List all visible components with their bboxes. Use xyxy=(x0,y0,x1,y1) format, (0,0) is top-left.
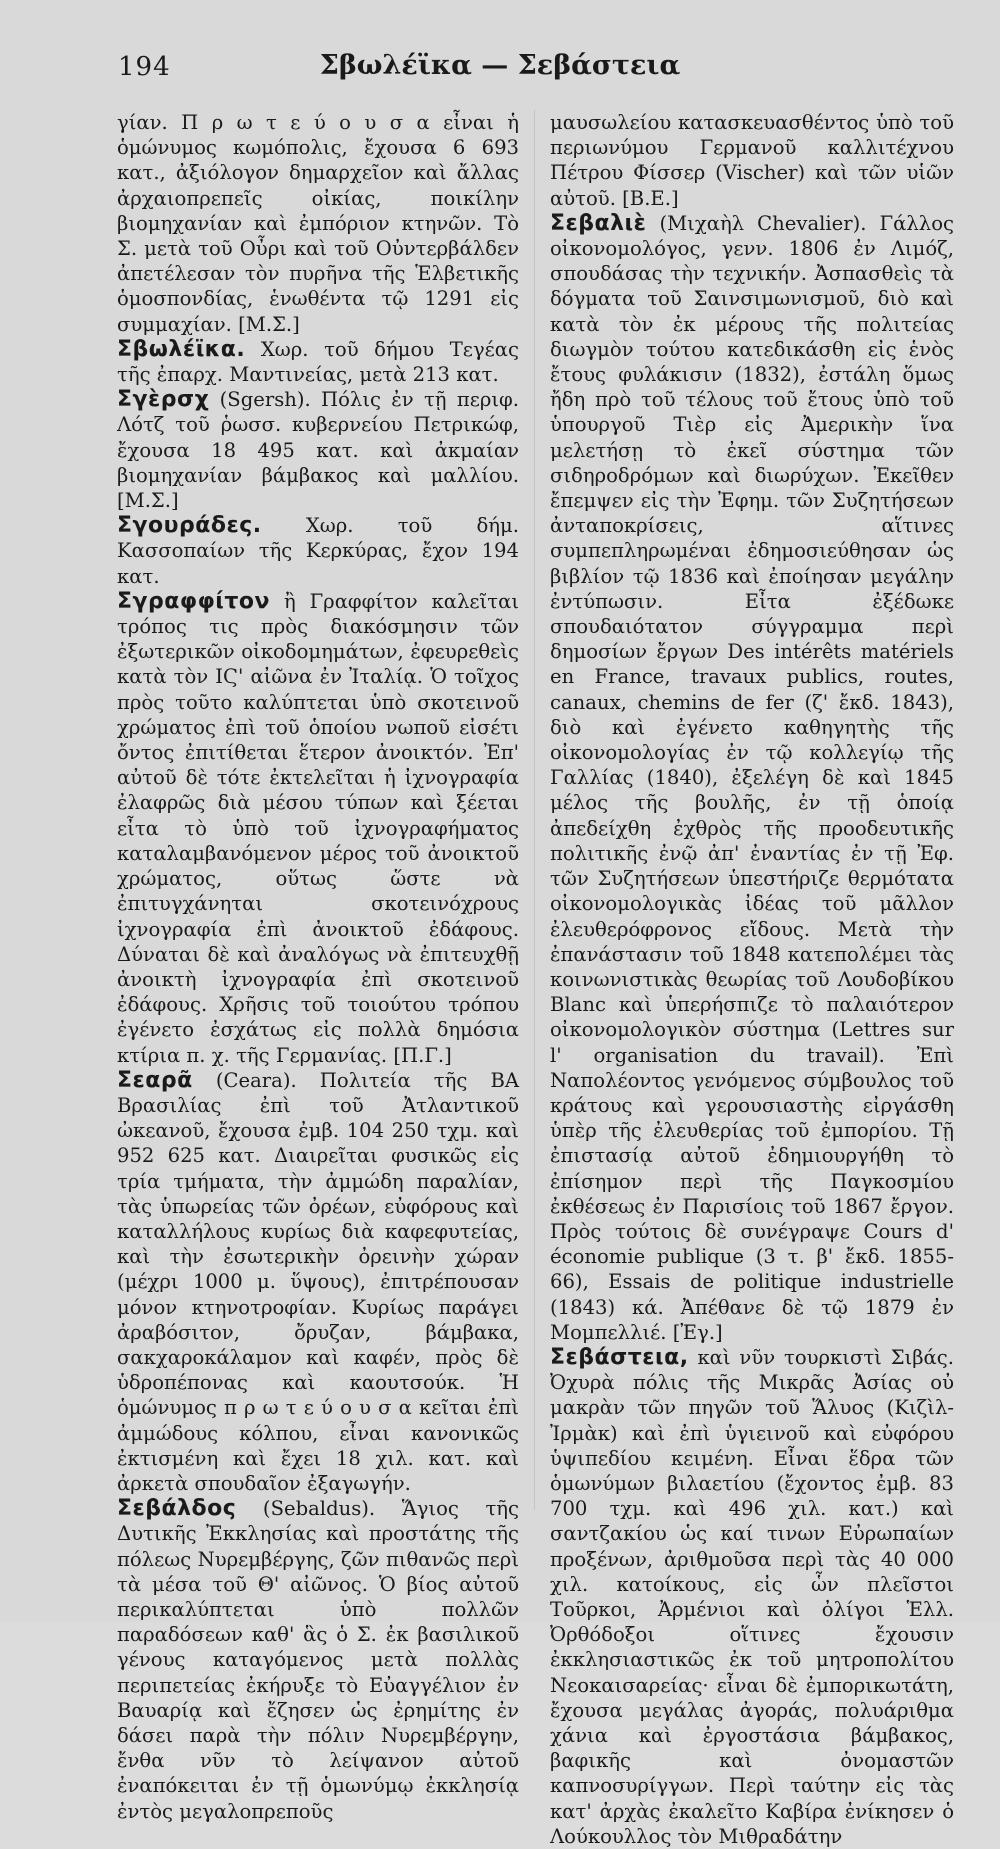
running-head: Σβωλέϊκα — Σεβάστεια xyxy=(319,50,681,81)
entry-text: Χωρ. τοῦ δήμ. Κασσοπαίων τῆς Κερκύρας, ἔχον 194 κατ. xyxy=(117,514,519,588)
dictionary-entry xyxy=(117,337,519,387)
entry-text: (Sgersh). Πόλις ἐν τῇ περιφ. Λότζ τοῦ ῥωσσ. κυβερνείου Πετρικώφ, ἔχουσα 18 495 κατ. καὶ ἀκμαίαν βιομηχανίαν βάμβακος καὶ μαλλίου. [Μ.Σ.] xyxy=(117,388,519,513)
entry-text: (Sebaldus). Ἅγιος τῆς Δυτικῆς Ἐκκλησίας καὶ προστάτης τῆς πόλεως Νυρεμβέργης, ζῶν πιθανῶς περὶ τὰ μέσα τοῦ Θ' αἰῶνος. Ὁ βίος αὐτοῦ περικαλύπτεται ὑπὸ πολλῶν παραδόσεων καθ' ἃς ὁ Σ. ἐκ βασιλικοῦ γένους καταγόμενος μετὰ πολλὰς περιπετείας ἐκήρυξε τὸ Εὐαγγέλιον ἐν Βαυαρίᾳ καὶ ἔζησεν ὡς ἐρημίτης ἐν δάσει παρὰ τὴν πόλιν Νυρεμβέργην, ἔνθα νῦν τὸ λείψανον αὐτοῦ ἐναπόκειται ἐν τῇ ὁμωνύμῳ ἐκκλησίᾳ ἐντὸς μεγαλοπρεποῦς xyxy=(117,1497,519,1823)
entry-headword: Σεβάστεια, xyxy=(550,1344,689,1370)
right-column xyxy=(550,110,954,1849)
entry-text: καὶ νῦν τουρκιστὶ Σιβάς. Ὀχυρὰ πόλις τῆς Μικρᾶς Ἀσίας οὐ μακρὰν τῶν πηγῶν τοῦ Ἅλυος (Κιζὶλ-Ἰρμὰκ) καὶ ἐπὶ ὑγιεινοῦ καὶ εὐφόρου ὑψιπεδίου κειμένη. Εἶναι ἕδρα τῶν ὁμωνύμων βιλαετίου (ἔχοντος ἐμβ. 83 700 τχμ. καὶ 496 χιλ. κατ.) καὶ σαντζακίου ὡς καί τινων Εὐρωπαίων προξένων, ἀριθμοῦσα περὶ τὰς 40 000 χιλ. κατοίκους, εἰς ὧν πλεῖστοι Τοῦρκοι, Ἀρμένιοι καὶ ὀλίγοι Ἑλλ. Ὀρθόδοξοι οἵτινες ἔχουσιν ἐκκλησιαστικῶς ἐκ τοῦ μητροπολίτου Νεοκαισαρείας· εἶναι δὲ ἐμπορικωτάτη, ἔχουσα μεγάλας ἀγοράς, πολυάριθμα χάνια καὶ ἐργοστάσια βάμβακος, βαφικῆς καὶ ὀνομαστῶν καπνοσυρίγγων. Περὶ ταύτην εἰς τὰς κατ' ἀρχὰς ἐκαλεῖτο Καβίρα ἐνίκησεν ὁ Λούκουλλος τὸν Μιθραδάτην xyxy=(550,1345,954,1848)
dictionary-entry xyxy=(550,211,954,1345)
dictionary-entry xyxy=(117,513,519,589)
entry-text: γίαν. Π ρ ω τ ε ύ ο υ σ α εἶναι ἡ ὁμώνυμος κωμόπολις, ἔχουσα 6 693 κατ., ἀξιόλογον δημαρχεῖον καὶ ἄλλας ἀρχαιοπρεπεῖς οἰκίας, ποικίλην βιομηχανίαν καὶ ἐμπόριον κτηνῶν. Τὸ Σ. μετὰ τοῦ Οὖρι καὶ τοῦ Οὐντερβάλδεν ἀπετέλεσαν τὸν πυρῆνα τῆς Ἑλβετικῆς ὁμοσπονδίας, ἑνωθέντα τῷ 1291 εἰς συμμαχίαν. [Μ.Σ.] xyxy=(117,111,519,336)
entry-headword: Σεβαλιὲ xyxy=(550,210,647,236)
left-column xyxy=(117,110,519,1824)
dictionary-entry xyxy=(550,110,954,211)
entry-text: Χωρ. τοῦ δήμου Τεγέας τῆς ἐπαρχ. Μαντινείας, μετὰ 213 κατ. xyxy=(117,337,520,387)
dictionary-entry xyxy=(117,589,519,1068)
column-divider xyxy=(534,110,535,1510)
dictionary-entry xyxy=(117,1496,519,1824)
page-header xyxy=(0,0,1000,95)
dictionary-entry xyxy=(117,387,519,513)
dictionary-entry xyxy=(117,1068,519,1496)
entry-headword: Σγραφφίτον xyxy=(117,588,271,614)
page-number: 194 xyxy=(118,52,171,82)
entry-headword: Σγουράδες. xyxy=(117,513,262,539)
dictionary-entry xyxy=(117,110,519,337)
entry-text: (Μιχαὴλ Chevalier). Γάλλος οἰκονομολόγος, γενν. 1806 ἐν Λιμόζ, σπουδάσας τὴν τεχνικήν. Ἀσπασθεὶς τὰ δόγματα τοῦ Σαινσιμωνισμοῦ, διὸ καὶ κατὰ τὸν ἐκ μέρους τῆς πολιτείας διωγμὸν τούτου κατεδικάσθη εἰς ἑνὸς ἔτους φυλάκισιν (1832), ἐστάλη ὅμως ἤδη πρὸ τοῦ τέλους τοῦ ἔτους ὑπὸ τοῦ ὑπουργοῦ Τιὲρ εἰς Ἀμερικὴν ἵνα μελετήσῃ τὸ ἐκεῖ σύστημα τῶν σιδηροδρόμων καὶ διωρύχων. Ἐκεῖθεν ἔπεμψεν εἰς τὴν Ἐφημ. τῶν Συζητήσεων ἀνταποκρίσεις, αἵτινες συμπεπληρωμέναι ἐδημοσιεύθησαν ὡς βιβλίον τῷ 1836 καὶ ἐποίησαν μεγάλην ἐντύπωσιν. Εἶτα ἐξέδωκε σπουδαιότατον σύγγραμμα περὶ δημοσίων ἔργων Des intérêts matériels en France, travaux publics, routes, canaux, chemins de fer (ζ' ἔκδ. 1843), διὸ καὶ ἐγένετο καθηγητὴς τῆς οἰκονομολογίας ἐν τῷ κολλεγίῳ τῆς Γαλλίας (1840), ἐξελέγη δὲ καὶ 1845 μέλος τῆς βουλῆς, ἐν τῇ ὁποίᾳ ἀπεδείχθη ἐχθρὸς τῆς προοδευτικῆς πολιτικῆς ἐνῷ ἀπ' ἐναντίας ἐν τῇ Ἐφ. τῶν Συζητήσεων ὑπεστήριζε θερμότατα οἰκονομολογικὰς ἰδέας τοῦ μᾶλλον ἐλευθερόφρονος εἴδους. Μετὰ τὴν ἐπανάστασιν τοῦ 1848 κατεπολέμει τὰς κοινωνιστικὰς θεωρίας τοῦ Λουδοβίκου Blanc καὶ ὑπερήσπιζε τὸ παλαιότερον οἰκονομολογικὸν σύστημα (Lettres sur l' organisation du travail). Ἐπὶ Ναπολέοντος γενόμενος σύμβουλος τοῦ κράτους καὶ γερουσιαστὴς εἰργάσθη ὑπὲρ τῆς ἐλευθερίας τοῦ ἐμπορίου. Τῇ ἐπιστασίᾳ αὐτοῦ ἐδημιουργήθη τὸ ἐπίσημον περὶ τῆς Παγκοσμίου ἐκθέσεως ἐν Παρισίοις τοῦ 1867 ἔργον. Πρὸς τούτοις δὲ συνέγραψε Cours d' économie publique (3 τ. β' ἔκδ. 1855-66), Essais de politique industrielle (1843) κά. Ἀπέθανε δὲ τῷ 1879 ἐν Μομπελλιέ. [Ἐγ.] xyxy=(550,211,954,1344)
entry-headword: Σεβάλδος xyxy=(117,1496,237,1522)
entry-headword: Σεαρᾶ xyxy=(117,1067,193,1093)
entry-text: (Ceara). Πολιτεία τῆς ΒΑ Βρασιλίας ἐπὶ τοῦ Ἀτλαντικοῦ ὠκεανοῦ, ἔχουσα ἐμβ. 104 250 τχμ. καὶ 952 625 κατ. Διαιρεῖται φυσικῶς εἰς τρία τμήματα, τὴν ἀμμώδη παραλίαν, τὰς ὑπωρείας τῶν ὀρέων, εὐφόρους καὶ καταλλήλους κυρίως διὰ καφεφυτείας, καὶ τὴν ἐσωτερικὴν ὀρεινὴν χώραν (μέχρι 1000 μ. ὕψους), ἐπιτρέπουσαν μόνον κτηνοτροφίαν. Κυρίως παράγει ἀραβόσιτον, ὄρυζαν, βάμβακα, σακχαροκάλαμον καὶ καφέν, πρὸς δὲ ὑδροπέπονας καὶ καουτσούκ. Ἡ ὁμώνυμος π ρ ω τ ε ύ ο υ σ α κεῖται ἐπὶ ἀμμώδους κόλπου, εἶναι κανονικῶς ἐκτισμένη καὶ ἔχει 18 χιλ. κατ. καὶ ἀρκετὰ σπουδαῖον ἐξαγωγήν. xyxy=(117,1068,519,1495)
entry-text: ἢ Γραφφίτον καλεῖται τρόπος τις πρὸς διακόσμησιν τῶν ἐξωτερικῶν οἰκοδομημάτων, ἐφευρεθεὶς κατὰ τὸν ΙϚ' αἰῶνα ἐν Ἰταλίᾳ. Ὁ τοῖχος πρὸς τοῦτο καλύπτεται ὑπὸ σκοτεινοῦ χρώματος ἐπὶ τοῦ ὁποίου νωποῦ εἰσέτι ὄντος ἐπιτίθεται ἕτερον ἀνοικτόν. Ἐπ' αὐτοῦ δὲ τότε ἐκτελεῖται ἡ ἰχνογραφία ἐλαφρῶς διὰ μέσου τύπων καὶ ξέεται εἶτα τὸ ὑπὸ τοῦ ἰχνογραφήματος καταλαμβανόμενον μέρος τοῦ ἀνοικτοῦ χρώματος, οὕτως ὥστε νὰ ἐπιτυγχάνηται σκοτεινόχρους ἰχνογραφία ἐπὶ ἀνοικτοῦ ἐδάφους. Δύναται δὲ καὶ ἀναλόγως νὰ ἐπιτευχθῇ ἀνοικτὴ ἰχνογραφία ἐπὶ σκοτεινοῦ ἐδάφους. Χρῆσις τοῦ τοιούτου τρόπου ἐγένετο ἐσχάτως εἰς πολλὰ δημόσια κτίρια π. χ. τῆς Γερμανίας. [Π.Γ.] xyxy=(117,589,519,1067)
entry-headword: Σγὲρσχ xyxy=(117,387,210,413)
entry-headword: Σβωλέϊκα. xyxy=(117,336,246,362)
dictionary-entry xyxy=(550,1345,954,1849)
entry-text: μαυσωλείου κατασκευασθέντος ὑπὸ τοῦ περιωνύμου Γερμανοῦ καλλιτέχνου Πέτρου Φίσσερ (Vischer) καὶ τῶν υἱῶν αὐτοῦ. [Β.Ε.] xyxy=(550,111,954,210)
